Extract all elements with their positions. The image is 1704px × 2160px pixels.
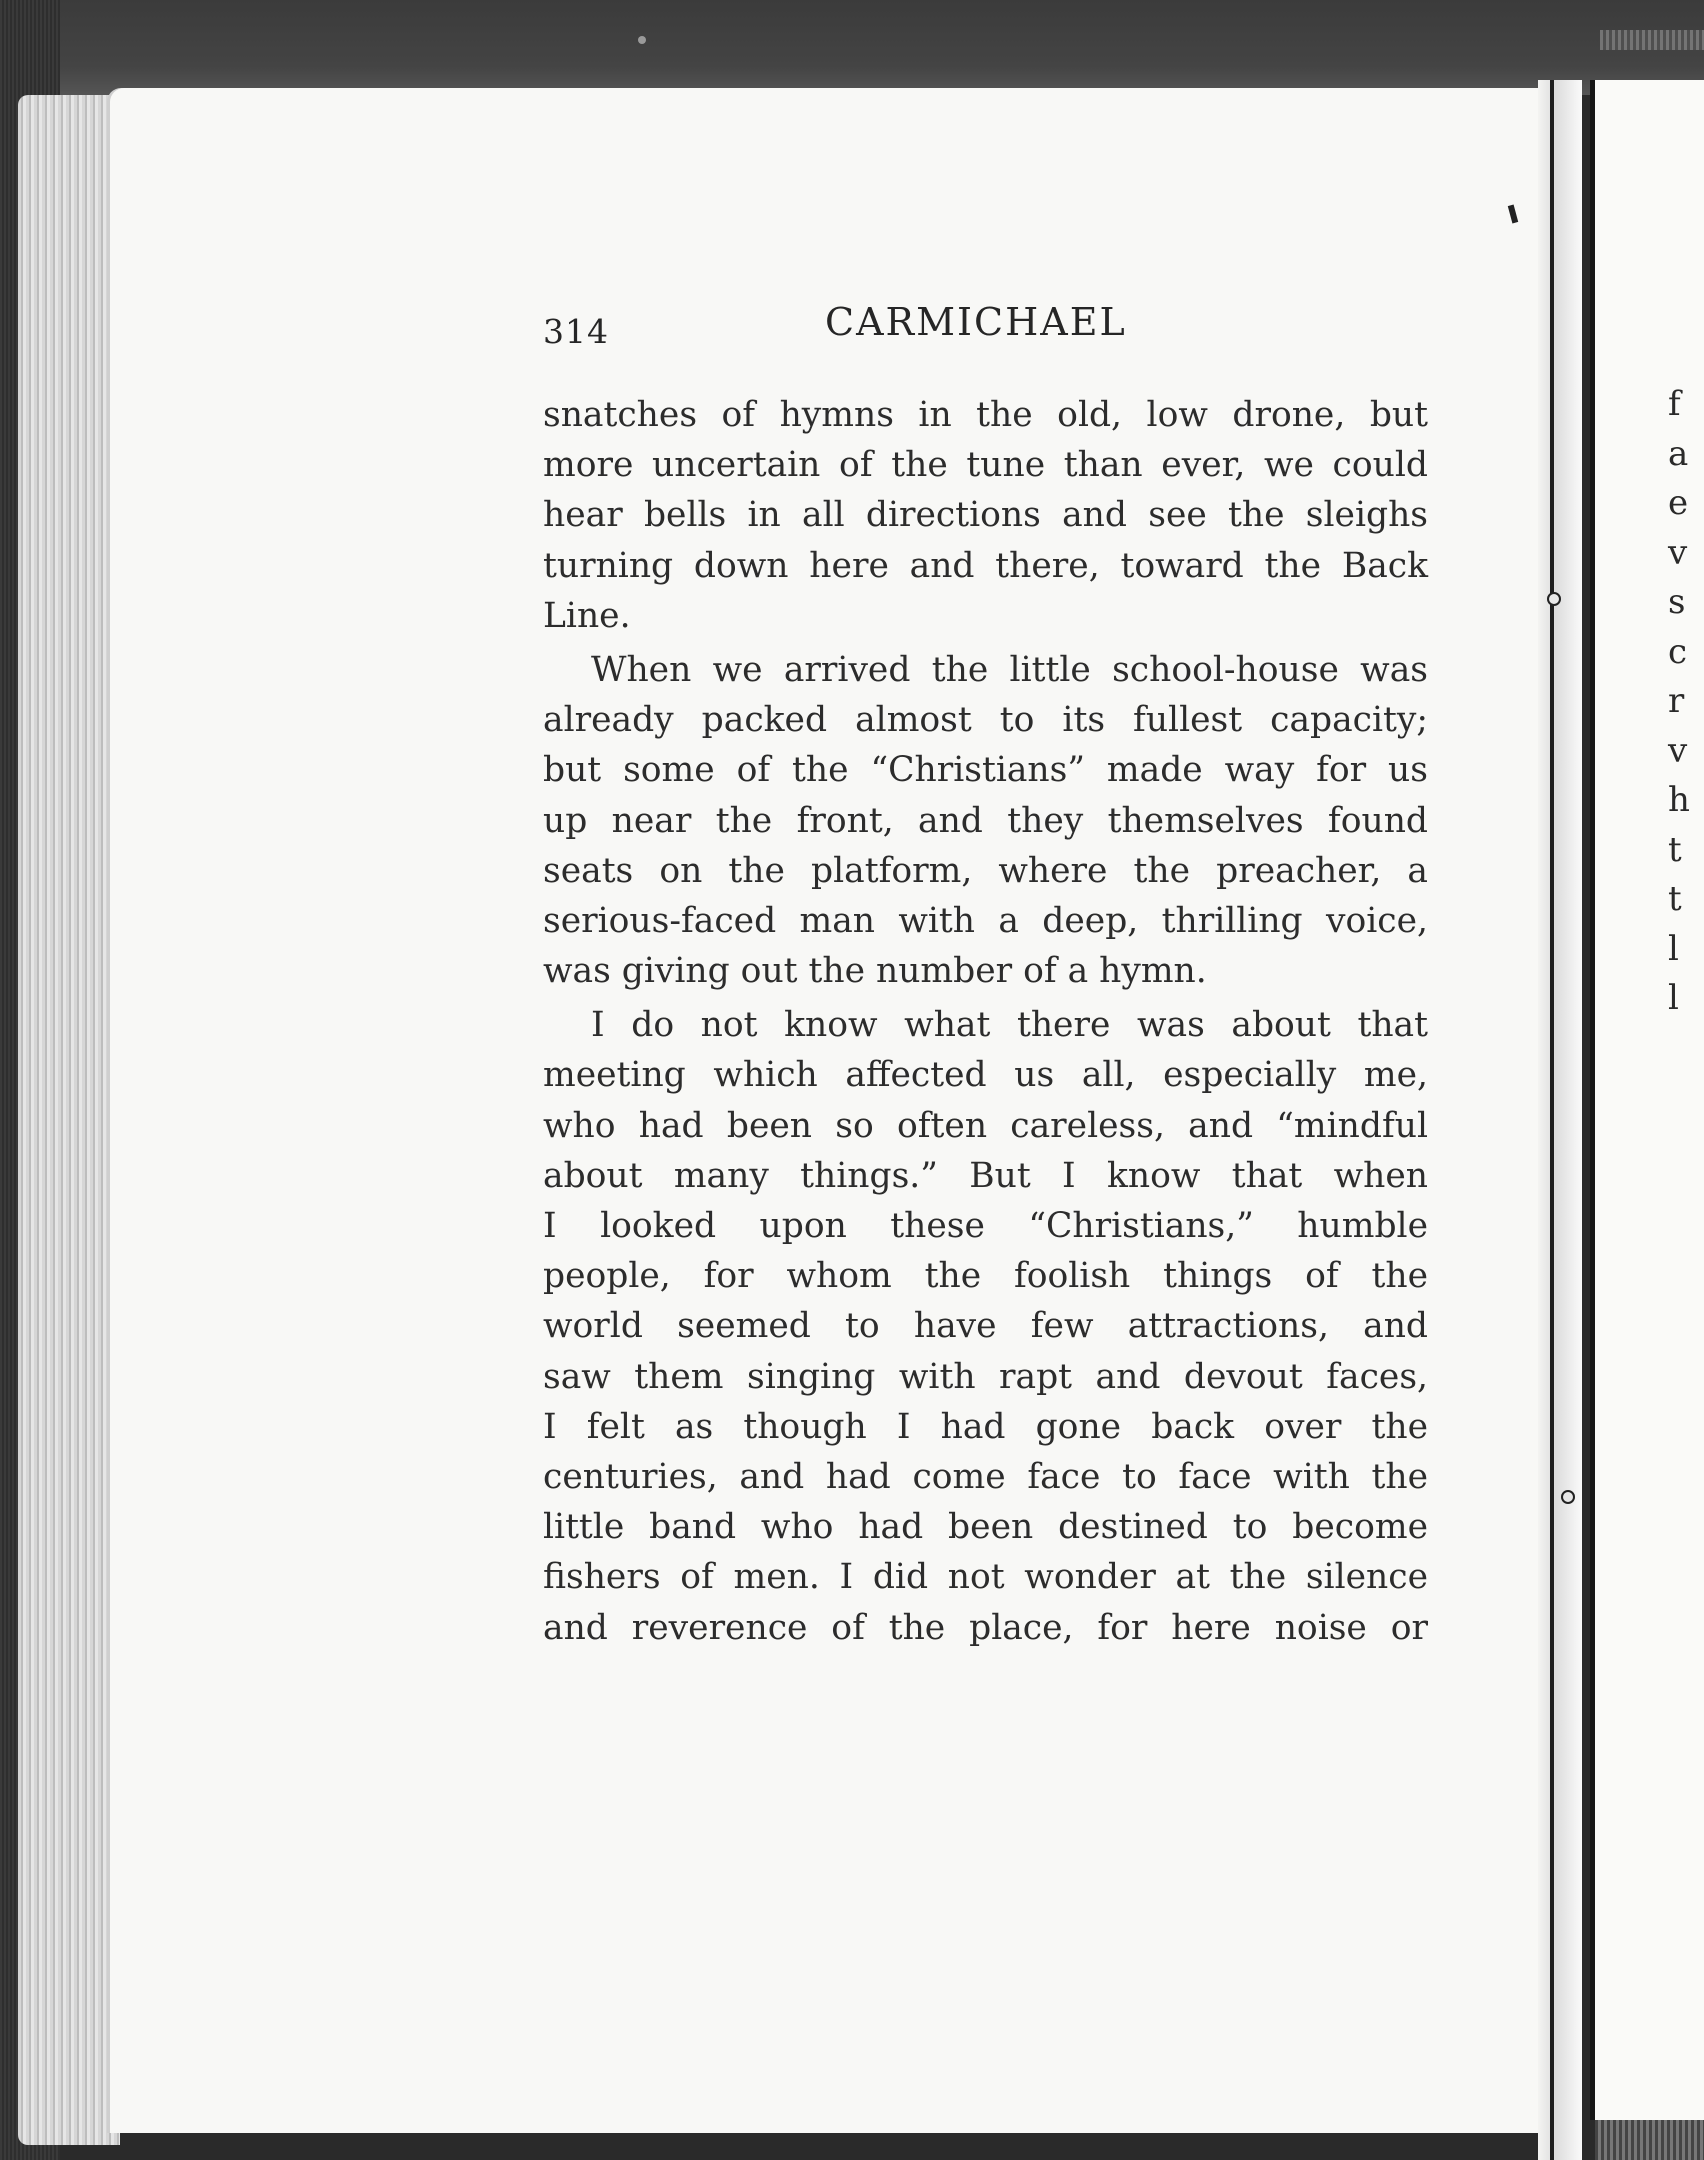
page-body-text bbox=[543, 390, 1428, 1657]
page-number: 314 bbox=[543, 312, 609, 351]
text-line: When we arrived the little school-house was bbox=[591, 649, 1428, 690]
facing-page-fragment: t bbox=[1668, 879, 1682, 919]
text-line: seats on the platform, where the preacher, a bbox=[543, 850, 1428, 891]
text-line: saw them singing with rapt and devout faces, bbox=[543, 1356, 1428, 1397]
facing-page-text-fragments bbox=[1668, 380, 1690, 1024]
text-line: world seemed to have few attractions, and bbox=[543, 1306, 1428, 1347]
text-line: was giving out the number of a hymn. bbox=[543, 951, 1207, 992]
binding-stitch bbox=[1547, 592, 1561, 606]
text-line: I felt as though I had gone back over the bbox=[543, 1406, 1428, 1447]
text-line: I looked upon these “Christians,” humble bbox=[543, 1206, 1428, 1246]
text-line: but some of the “Christians” made way for us bbox=[543, 750, 1428, 791]
running-head-title: CARMICHAEL bbox=[825, 300, 1127, 344]
facing-page-fragment: v bbox=[1668, 730, 1688, 771]
paragraph bbox=[543, 645, 1428, 996]
text-line: people, for whom the foolish things of the bbox=[543, 1256, 1428, 1297]
facing-page-fragment: s bbox=[1668, 582, 1686, 622]
facing-page-fragment: t bbox=[1668, 829, 1682, 870]
text-line: meeting which affected us all, especially me, bbox=[543, 1055, 1428, 1096]
book-gutter bbox=[1538, 80, 1582, 2160]
facing-page-top-edge bbox=[1600, 30, 1704, 50]
facing-page-fragment: l bbox=[1668, 928, 1679, 969]
dust-speck bbox=[638, 36, 646, 44]
facing-page-fragment: a bbox=[1668, 433, 1689, 474]
text-line: who had been so often careless, and “mindful bbox=[543, 1105, 1428, 1146]
text-line: Line. bbox=[543, 595, 631, 636]
facing-page-fragment: v bbox=[1668, 532, 1688, 573]
text-line: serious-faced man with a deep, thrilling voice, bbox=[543, 900, 1428, 941]
text-line: and reverence of the place, for here noise or bbox=[543, 1607, 1428, 1648]
text-line: more uncertain of the tune than ever, we could bbox=[543, 445, 1428, 486]
text-line: I do not know what there was about that bbox=[591, 1005, 1428, 1046]
facing-page-fragment: c bbox=[1668, 631, 1688, 672]
text-line: fishers of men. I did not wonder at the silence bbox=[543, 1557, 1428, 1598]
text-line: little band who had been destined to become bbox=[543, 1507, 1428, 1548]
text-line: already packed almost to its fullest capacity; bbox=[543, 700, 1428, 741]
page-edges-stack bbox=[18, 95, 120, 2145]
text-line: about many things.” But I know that when bbox=[543, 1155, 1428, 1196]
text-line: centuries, and had come face to face with the bbox=[543, 1456, 1428, 1497]
facing-page-fragment: f bbox=[1668, 384, 1681, 424]
binding-stitch bbox=[1561, 1490, 1575, 1504]
gutter-edge-line bbox=[1590, 80, 1595, 2120]
text-line: up near the front, and they themselves found bbox=[543, 800, 1428, 841]
scanner-background-top bbox=[0, 0, 1704, 95]
right-page-bottom-edge bbox=[1595, 2120, 1704, 2160]
facing-page-fragment: h bbox=[1668, 780, 1690, 820]
running-head bbox=[543, 300, 1423, 360]
paragraph bbox=[543, 1000, 1428, 1652]
paragraph bbox=[543, 390, 1428, 641]
facing-page-fragment: l bbox=[1668, 978, 1679, 1018]
facing-page-fragment: r bbox=[1668, 681, 1685, 721]
text-line: hear bells in all directions and see the sleighs bbox=[543, 495, 1428, 536]
text-line: turning down here and there, toward the Back bbox=[543, 545, 1428, 586]
text-line: snatches of hymns in the old, low drone, but bbox=[543, 395, 1428, 435]
facing-page-fragment: e bbox=[1668, 483, 1689, 523]
gutter-fold-line bbox=[1550, 80, 1554, 2160]
